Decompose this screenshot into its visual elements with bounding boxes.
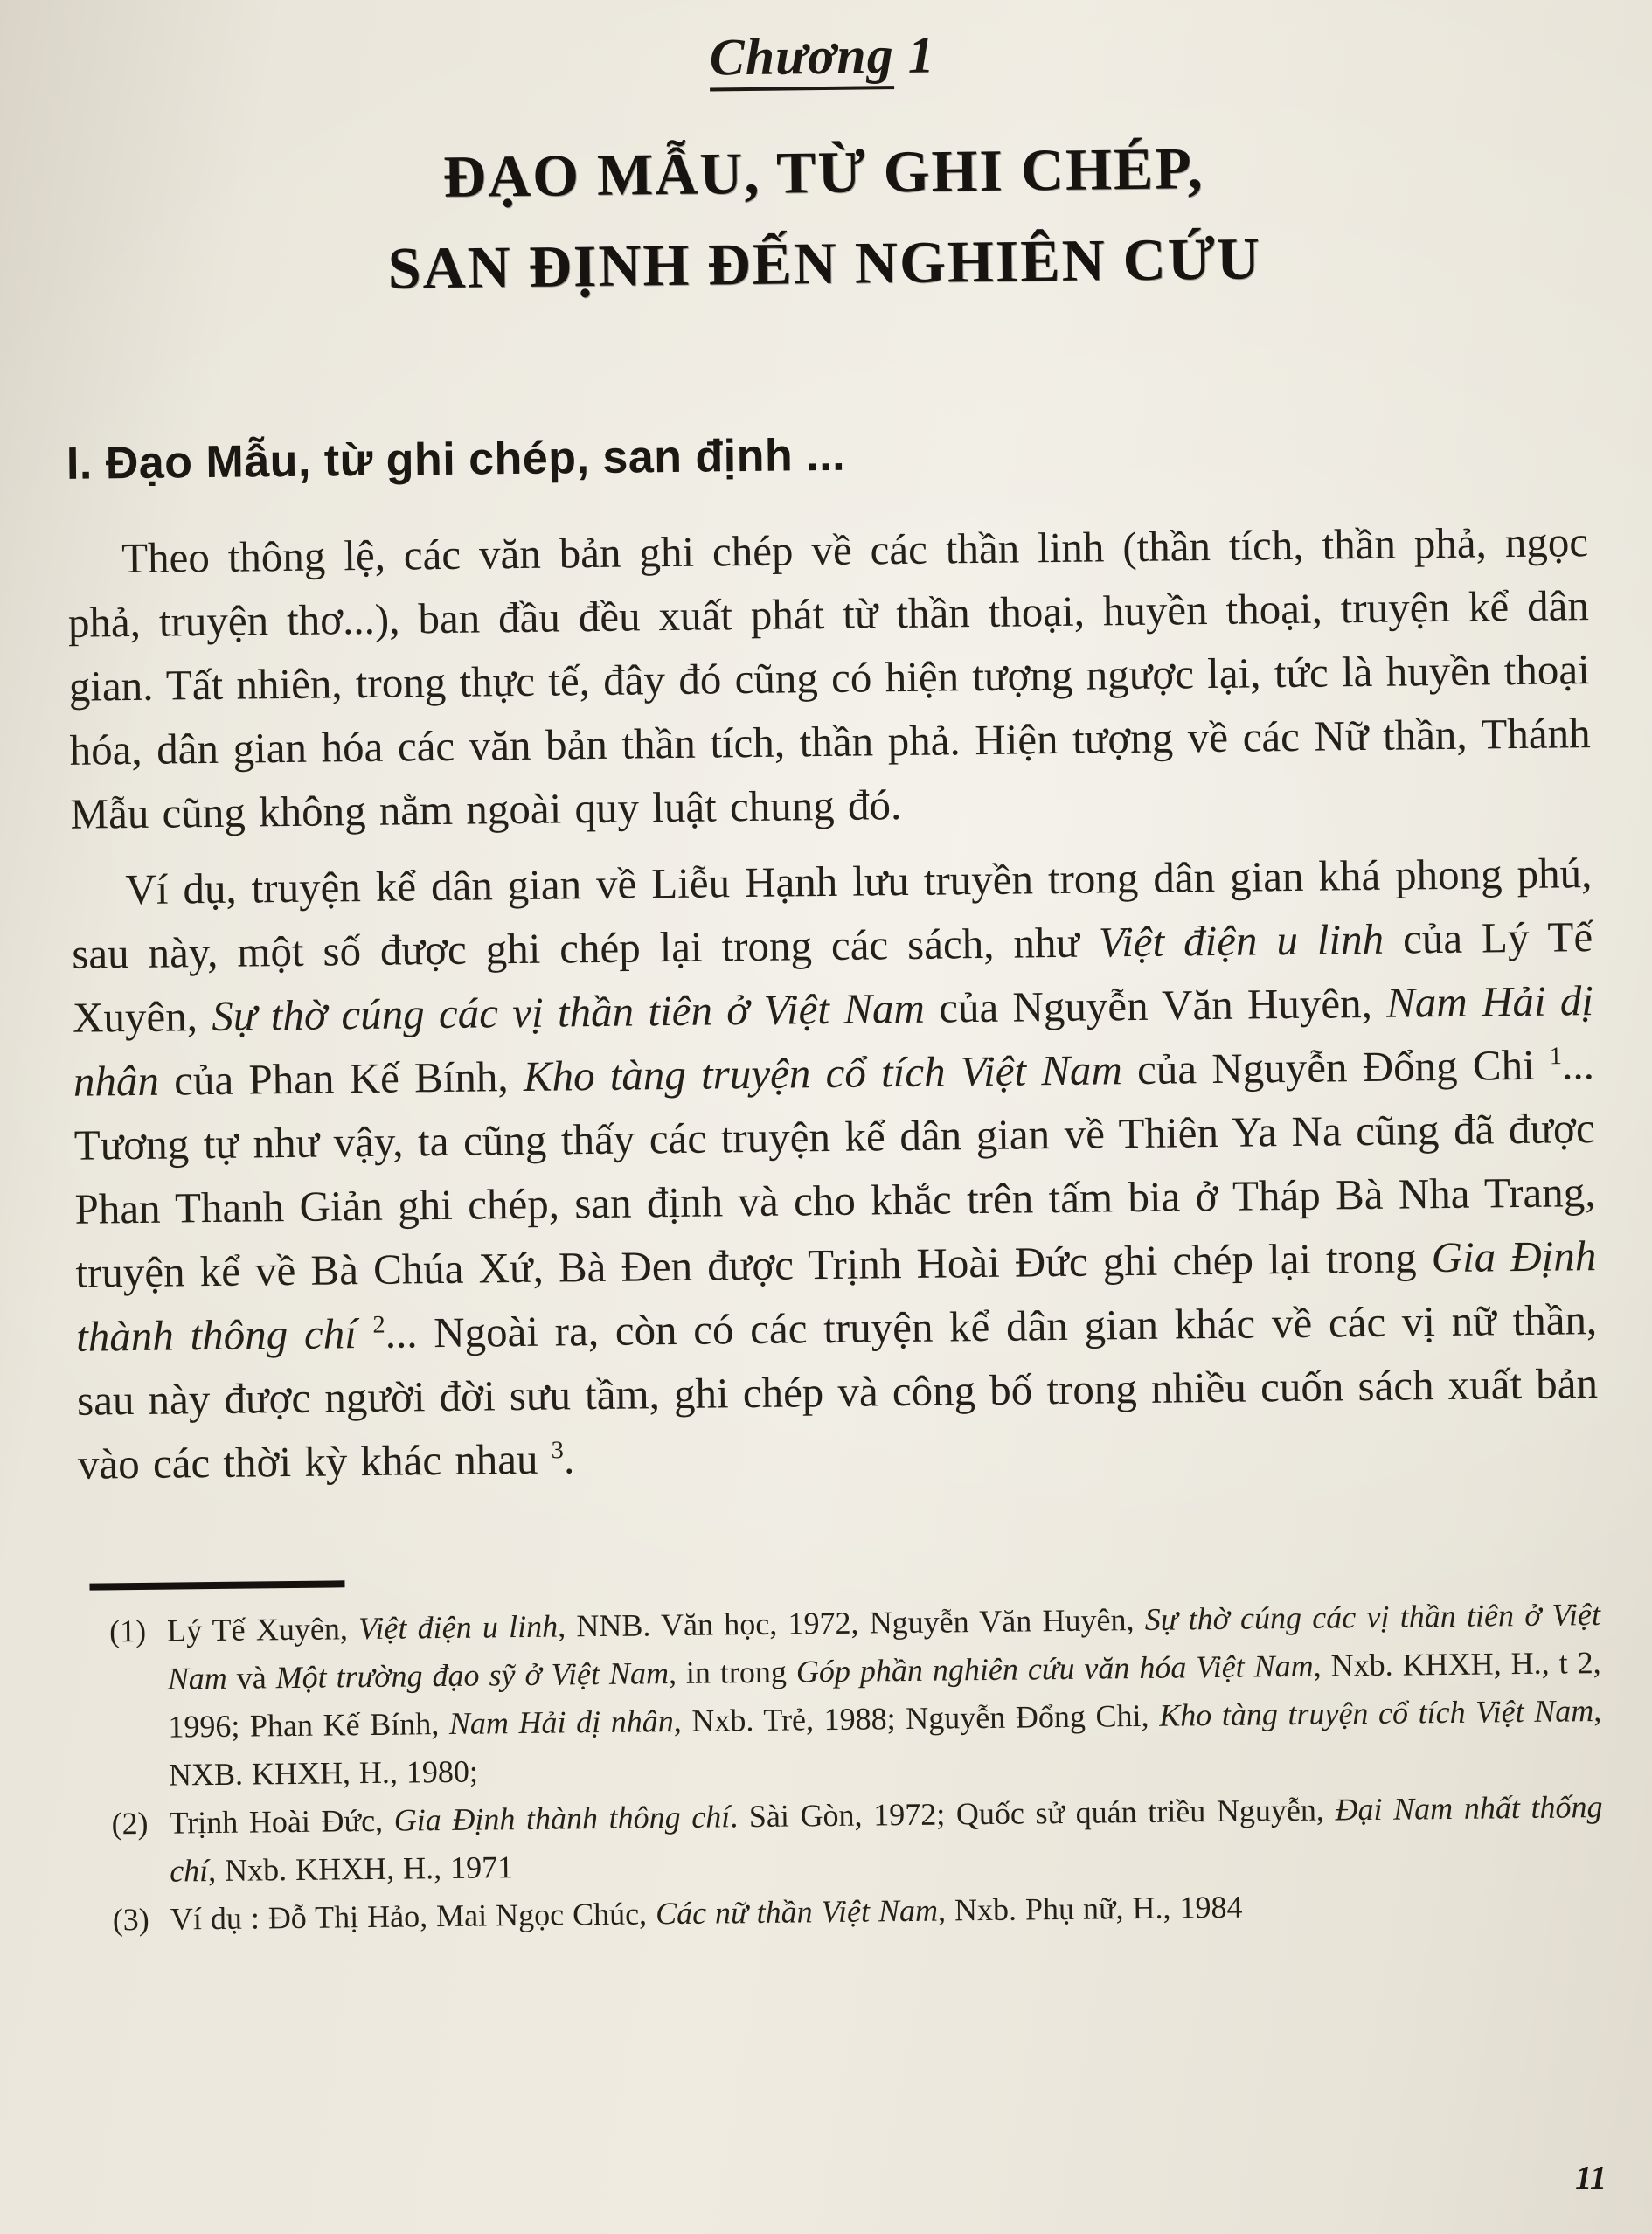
page-title <box>63 118 1586 317</box>
chapter-label: Chương <box>709 26 894 91</box>
chapter-heading <box>61 17 1583 95</box>
footnote-1 <box>80 1591 1602 1800</box>
footnote-3-text: Ví dụ : Đỗ Thị Hảo, Mai Ngọc Chúc, Các nữ thần Việt Nam, Nxb. Phụ nữ, H., 1984 <box>170 1889 1243 1937</box>
title-line-1: ĐẠO MẪU, TỪ GHI CHÉP, <box>442 135 1204 210</box>
footnote-2 <box>81 1783 1603 1897</box>
chapter-number: 1 <box>893 25 935 85</box>
footnotes-block <box>80 1591 1604 1945</box>
section-heading: I. Đạo Mẫu, từ ghi chép, san định ... <box>66 429 846 489</box>
body-paragraph-2: Ví dụ, truyện kể dân gian về Liễu Hạnh lưu truyền trong dân gian khá phong phú, sau này, một số được ghi chép lại trong các sách, như Việt điện u linh của Lý Tế Xuyên, Sự thờ cúng các vị thần tiên ở Việt Nam của Nguyễn Văn Huyên, Nam Hải dị nhân của Phan Kế Bính, Kho tàng truyện cổ tích Việt Nam của Nguyễn Đổng Chi $^1$... Tương tự như vậy, ta cũng thấy các truyện kể dân gian về Thiên Ya Na cũng đã được Phan Thanh Giản ghi chép, san định và cho khắc trên tấm bia ở Tháp Bà Nha Trang, truyện kể về Bà Chúa Xứ, Bà Đen được Trịnh Hoài Đức ghi chép lại trong Gia Định thành thông chí $^2$... Ngoài ra, còn có các truyện kể dân gian khác về các vị nữ thần, sau này được người đời sưu tầm, ghi chép và công bố trong nhiều cuốn sách xuất bản vào các thời kỳ khác nhau $^3$. <box>71 849 1599 1488</box>
footnote-3-marker: (3) <box>112 1901 150 1938</box>
footnote-2-text: Trịnh Hoài Đức, Gia Định thành thông chí. Sài Gòn, 1972; Quốc sử quán triều Nguyễn, Đại Nam nhất thống chí, Nxb. KHXH, H., 1971 <box>169 1788 1603 1889</box>
footnote-1-marker: (1) <box>108 1613 147 1649</box>
body-paragraph-1: Theo thông lệ, các văn bản ghi chép về các thần linh (thần tích, thần phả, ngọc phả, truyện thơ...), ban đầu đều xuất phát từ thần thoại, huyền thoại, truyện kể dân gian. Tất nhiên, trong thực tế, đây đó cũng có hiện tượng ngược lại, tức là huyền thoại hóa, dân gian hóa các văn bản thần tích, thần phả. Hiện tượng về các Nữ thần, Thánh Mẫu cũng không nằm ngoài quy luật chung đó. <box>67 517 1591 838</box>
footnote-divider <box>89 1580 344 1590</box>
footnote-1-text: Lý Tế Xuyên, Việt điện u linh, NNB. Văn học, 1972, Nguyễn Văn Huyên, Sự thờ cúng các vị thần tiên ở Việt Nam và Một trường đạo sỹ ở Việt Nam, in trong Góp phần nghiên cứu văn hóa Việt Nam, Nxb. KHXH, H., t 2, 1996; Phan Kế Bính, Nam Hải dị nhân, Nxb. Trẻ, 1988; Nguyễn Đổng Chi, Kho tàng truyện cổ tích Việt Nam, NXB. KHXH, H., 1980; <box>166 1597 1602 1793</box>
page-number: 11 <box>1575 2160 1607 2196</box>
footnote-2-marker: (2) <box>111 1805 149 1842</box>
title-line-2: SAN ĐỊNH ĐẾN NGHIÊN CỨU <box>387 225 1262 302</box>
